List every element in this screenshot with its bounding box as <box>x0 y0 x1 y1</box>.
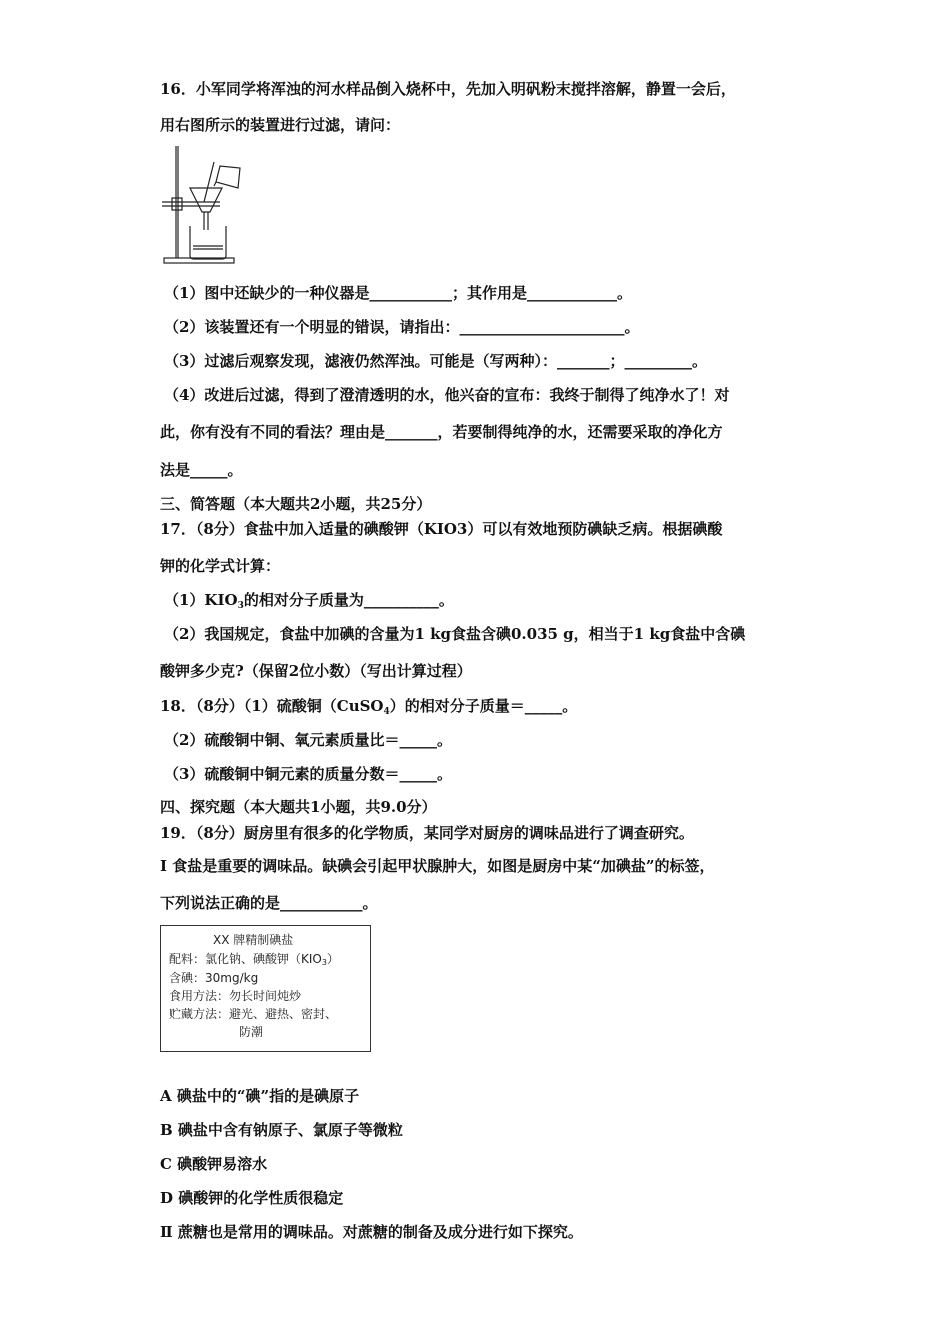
q19-option-d: D 碘酸钾的化学性质很稳定 <box>160 1189 344 1207</box>
q17-stem-line1: 17．（8分）食盐中加入适量的碘酸钾（KIO3）可以有效地预防碘缺乏病。根据碘酸 <box>160 520 723 538</box>
q19-stem: 19．（8分）厨房里有很多的化学物质，某同学对厨房的调味品进行了调查研究。 <box>160 824 694 842</box>
label-storage: 贮藏方法：避光、避热、密封、 <box>169 1007 338 1021</box>
q18-part1: 18．（8分）（1）硫酸铜（CuSO$_4$）的相对分子质量＝_____。 <box>160 697 578 717</box>
q17-part1: $(1)KIO_3$的相对分子质量为__________。 <box>164 591 454 611</box>
q18-part3: （3）硫酸铜中铜元素的质量分数＝_____。 <box>164 765 452 783</box>
label-storage-cont: 防潮 <box>239 1025 264 1039</box>
q16-stem-line1: 16．小军同学将浑浊的河水样品倒入烧杯中，先加入明矾粉末搅拌溶解，静置一会后， <box>160 80 736 98</box>
section-3-heading: 三、简答题（本大题共2小题，共25分） <box>160 495 432 513</box>
q17-part2-line2: 酸钾多少克?（保留2位小数）（写出计算过程） <box>160 662 472 680</box>
q16-part4-line2: 此，你有没有不同的看法？理由是_______，若要制得纯净的水，还需要采取的净化方 <box>160 423 723 441</box>
q17-stem-line2: 钾的化学式计算： <box>160 557 281 575</box>
q19-part-i-line2: 下列说法正确的是___________。 <box>160 894 378 912</box>
q16-part1: （1）图中还缺少的一种仪器是___________；其作用是____________。 <box>164 284 632 302</box>
filtration-apparatus-figure <box>160 142 246 268</box>
q19-part-i-line1: Ⅰ 食盐是重要的调味品。缺碘会引起甲状腺肿大，如图是厨房中某“加碘盐”的标签， <box>160 857 715 875</box>
label-title: XX 牌精制碘盐 <box>213 933 294 947</box>
label-usage: 食用方法：勿长时间炖炒 <box>169 989 302 1003</box>
q16-stem-line2: 用右图所示的装置进行过滤，请问： <box>160 116 401 134</box>
q16-part2: （2）该装置还有一个明显的错误，请指出：______________________。 <box>164 318 640 336</box>
q17-part2-line1: （2）我国规定，食盐中加碘的含量为1 kg食盐含碘0.035 g，相当于1 kg食盐中含碘 <box>164 625 746 643</box>
q16-part4-line3: 法是_____。 <box>160 461 243 479</box>
iodized-salt-label <box>160 925 371 1052</box>
q19-option-a: A 碘盐中的“碘”指的是碘原子 <box>160 1087 360 1105</box>
q19-part-ii: Ⅱ 蔗糖也是常用的调味品。对蔗糖的制备及成分进行如下探究。 <box>160 1223 583 1241</box>
q16-part3: （3）过滤后观察发现，滤液仍然浑浊。可能是（写两种）：_______；_________。 <box>164 352 707 370</box>
q19-option-c: C 碘酸钾易溶水 <box>160 1155 268 1173</box>
q19-option-b: B 碘盐中含有钠原子、氯原子等微粒 <box>160 1121 403 1139</box>
q16-part4-line1: （4）改进后过滤，得到了澄清透明的水，他兴奋的宣布：我终于制得了纯净水了！对 <box>164 386 730 404</box>
label-ingredients: 配料：氯化钠、碘酸钾（KIO3） <box>169 952 339 967</box>
q18-part2: （2）硫酸铜中铜、氧元素质量比＝_____。 <box>164 731 452 749</box>
section-4-heading: 四、探究题（本大题共1小题，共9.0分） <box>160 798 437 816</box>
label-iodine-content: 含碘：30mg/kg <box>169 971 259 985</box>
